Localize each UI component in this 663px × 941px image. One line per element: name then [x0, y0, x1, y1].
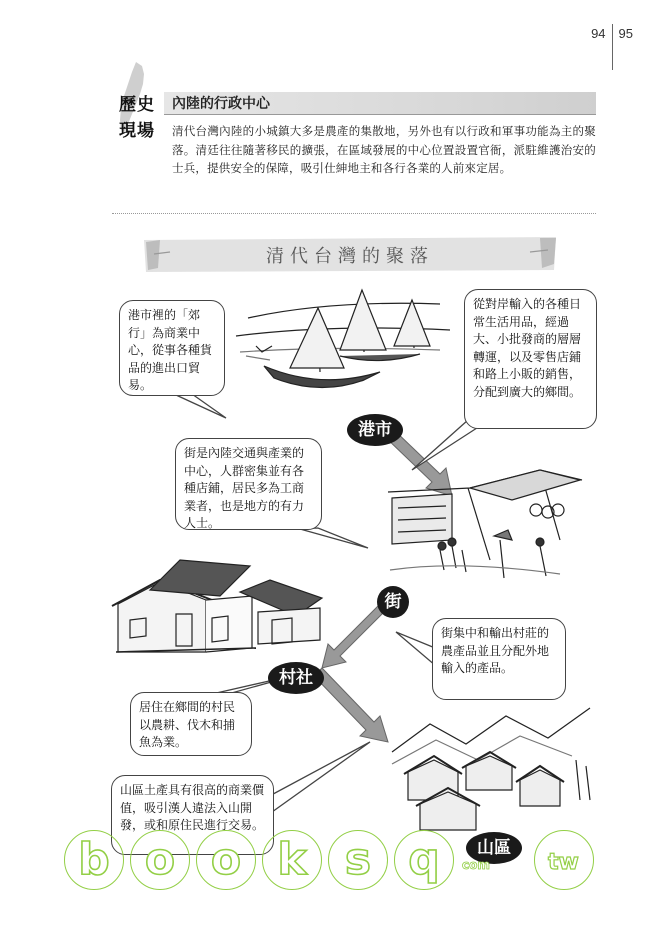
page-number-left: 94	[591, 25, 606, 41]
callout-port-suburb: 港市裡的「郊行」為商業中心，從事各種貨品的進出口貿易。	[119, 300, 225, 396]
watermark-letter-b: b	[78, 834, 110, 885]
watermark-letter-k: k	[277, 834, 307, 885]
mountain-illustration	[392, 708, 590, 830]
watermark-tw: tw	[548, 850, 579, 875]
bookstw-watermark	[64, 826, 604, 896]
watermark-letter-o2: o	[210, 834, 242, 885]
place-label-mountain: 山區	[466, 832, 522, 864]
banner-title: 清代台灣的聚落	[266, 246, 434, 266]
callout-street: 街是內陸交通與產業的中心，人群密集並有各種店鋪，居民多為工商業者，也是地方的有力人士。	[175, 438, 322, 530]
page-number-right: 95	[618, 25, 633, 41]
village-illustration	[112, 560, 322, 652]
place-label-street: 街	[377, 586, 409, 618]
watermark-letter-o1: o	[144, 834, 176, 885]
flow-arrows	[314, 428, 452, 742]
watermark-letter-s: s	[344, 834, 372, 885]
watermark-letter-q: q	[408, 834, 440, 885]
place-label-port: 港市	[347, 414, 403, 446]
header-title: 內陸的行政中心	[172, 96, 270, 112]
watermark-com: com	[462, 858, 490, 872]
intro-paragraph: 清代台灣內陸的小城鎮大多是農產的集散地，另外也有以行政和軍事功能為主的聚落。清廷往往隨著移民的擴張，在區域發展的中心位置設置官衙，派駐維護治安的士兵，提供安全的保障，吸引仕紳地主和各行各業的人前來定居。	[172, 124, 596, 175]
callout-mountain: 山區土產具有很高的商業價值，吸引漢人違法入山開發，或和原住民進行交易。	[111, 775, 274, 855]
street-illustration	[388, 470, 582, 578]
port-illustration	[236, 290, 450, 388]
section-label-line2: 現場	[119, 121, 155, 141]
section-label-line1: 歷史	[119, 95, 155, 115]
callout-distribution: 從對岸輸入的各種日常生活用品，經過大、小批發商的層層轉運，以及零售店鋪和路上小販的銷售，分配到廣大的鄉間。	[464, 289, 597, 429]
callout-village: 居住在鄉間的村民以農耕、伐木和捕魚為業。	[130, 692, 252, 756]
callout-street-collect: 街集中和輸出村莊的農產品並且分配外地輸入的產品。	[432, 618, 566, 700]
place-label-village: 村社	[268, 662, 324, 694]
